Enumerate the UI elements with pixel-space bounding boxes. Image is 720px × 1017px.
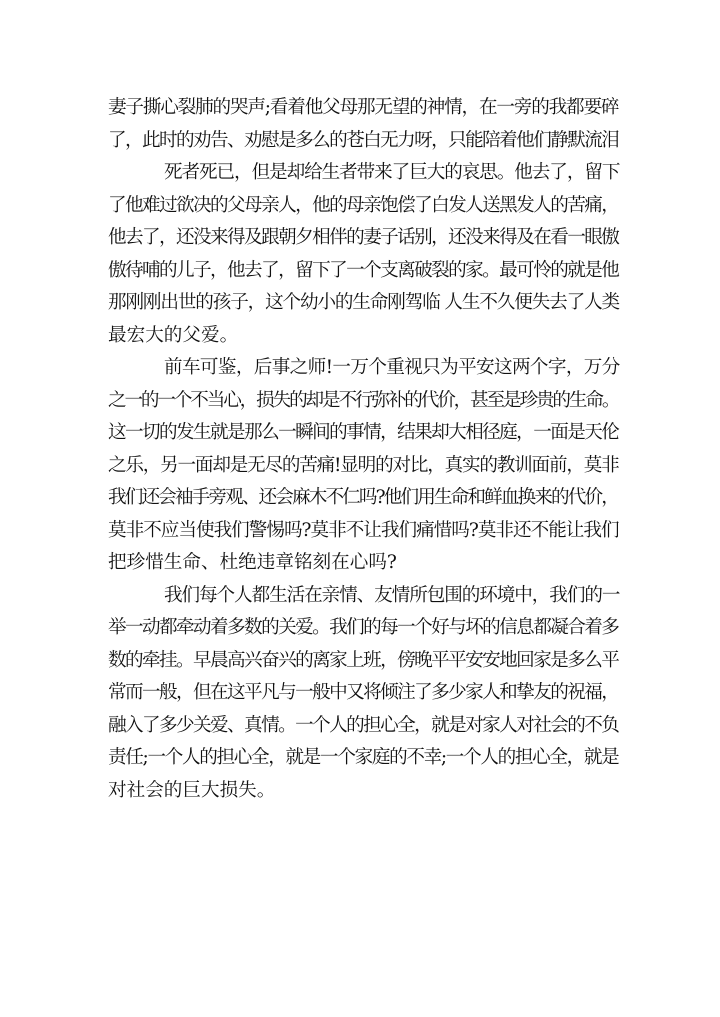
text-line: 了他难过欲决的父母亲人，他的母亲饱偿了白发人送黑发人的苦痛， (108, 194, 619, 216)
text-line: 了，此时的劝告、劝慰是多么的苍白无力呀，只能陪着他们静默流泪 (108, 129, 619, 151)
text-line: 把珍惜生命、杜绝违章铭刻在心吗? (108, 552, 397, 573)
text-line: 我们还会袖手旁观、还会麻木不仁吗?他们用生命和鲜血换来的代价， (108, 487, 618, 508)
text-line: 他去了，还没来得及跟朝夕相伴的妻子话别，还没来得及在看一眼傲 (108, 227, 619, 248)
text-line: 之乐，另一面却是无尽的苦痛!显明的对比，真实的教训面前，莫非 (108, 454, 619, 476)
text-line: 之一的一个不当心，损失的却是不行弥补的代价，甚至是珍贵的生命。 (108, 389, 619, 411)
text-line: 这一切的发生就是那么一瞬间的事情，结果却大相径庭，一面是天伦 (108, 422, 619, 443)
text-line: 数的牵挂。早晨高兴奋兴的离家上班，傍晚平平安安地回家是多么平 (108, 649, 619, 671)
text-line: 举一动都牵动着多数的关爱。我们的每一个好与坏的信息都凝合着多 (108, 617, 619, 638)
paragraph-start-line: 前车可鉴，后事之师!一万个重视只为平安这两个字，万分 (164, 357, 620, 378)
text-line: 融入了多少关爱、真情。一个人的担心全，就是对家人对社会的不负 (108, 714, 619, 736)
text-line: 对社会的巨大损失。 (108, 779, 276, 801)
text-line: 责任;一个人的担心全，就是一个家庭的不幸;一个人的担心全，就是 (108, 747, 619, 768)
text-line: 妻子撕心裂肺的哭声;看着他父母那无望的神情，在一旁的我都要碎 (108, 97, 619, 118)
text-line: 莫非不应当使我们警惕吗?莫非不让我们痛惜吗?莫非还不能让我们 (108, 519, 619, 541)
document-body (108, 92, 620, 807)
paragraph-start-line: 死者死已，但是却给生者带来了巨大的哀思。他去了，留下 (164, 162, 620, 183)
text-line: 那刚刚出世的孩子，这个幼小的生命刚驾临 人生不久便失去了人类 (108, 292, 619, 313)
text-line: 傲待哺的儿子，他去了，留下了一个支离破裂的家。最可怜的就是他 (108, 259, 619, 281)
text-line: 最宏大的父爱。 (108, 324, 239, 346)
paragraph-start-line: 我们每个人都生活在亲情、友情所包围的环境中，我们的一 (164, 584, 620, 606)
text-line: 常而一般，但在这平凡与一般中又将倾注了多少家人和挚友的祝福， (108, 682, 619, 703)
